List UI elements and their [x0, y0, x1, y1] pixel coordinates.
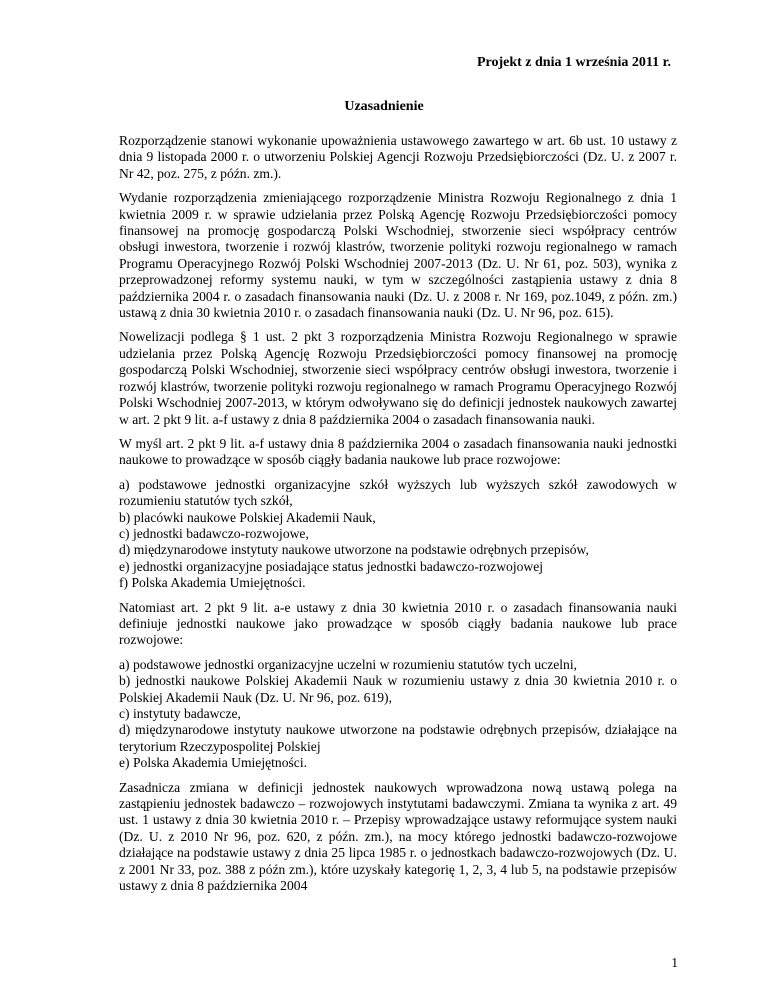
page-number: 1	[671, 955, 678, 970]
project-date-header: Projekt z dnia 1 września 2011 r.	[476, 55, 671, 70]
definition-list-2004	[119, 477, 677, 592]
list-item: d) międzynarodowe instytuty naukowe utworzone na podstawie odrębnych przepisów, działające na terytorium Rzeczypospolitej Polskiej	[119, 722, 677, 754]
paragraph: Nowelizacji podlega § 1 ust. 2 pkt 3 rozporządzenia Ministra Rozwoju Regionalnego w sprawie udzielania przez Polską Agencję Rozwoju Przedsiębiorczości pomocy finansowej na promocję gospodarczą Polski Wschodniej, stworzenie sieci współpracy centrów obsługi inwestora, tworzenie i rozwój klastrów, tworzenie polityki rozwoju regionalnego w ramach Programu Operacyjnego Rozwój Polski Wschodniej 2007-2013, w którym odwoływano się do definicji jednostek naukowych zawartej w art. 2 pkt 9 lit. a-f ustawy z dnia 8 października 2004 o zasadach finansowania nauki.	[119, 329, 677, 427]
paragraph: Zasadnicza zmiana w definicji jednostek naukowych wprowadzona nową ustawą polega na zastąpieniu jednostek badawczo – rozwojowych instytutami badawczymi. Zmiana ta wynika z art. 49 ust. 1 ustawy z dnia 30 kwietnia 2010 r. – Przepisy wprowadzające ustawy reformujące system nauki (Dz. U. z 2010 Nr 96, poz. 620, z późn. zm.), na mocy którego jednostki badawczo-rozwojowe działające na podstawie ustawy z dnia 25 lipca 1985 r. o jednostkach badawczo-rozwojowych (Dz. U. z 2001 Nr 33, poz. 388 z późn zm.), które uzyskały kategorię 1, 2, 3, 4 lub 5, na podstawie przepisów ustawy z dnia 8 października 2004	[119, 779, 677, 894]
list-item: d) międzynarodowe instytuty naukowe utworzone na podstawie odrębnych przepisów,	[119, 542, 589, 558]
paragraph: W myśl art. 2 pkt 9 lit. a-f ustawy dnia 8 października 2004 o zasadach finansowania nauki jednostki naukowe to prowadzące w sposób ciągły badania naukowe lub prace rozwojowe:	[119, 435, 677, 468]
paragraph: Wydanie rozporządzenia zmieniającego rozporządzenie Ministra Rozwoju Regionalnego z dnia 1 kwietnia 2009 r. w sprawie udzielania przez Polską Agencję Rozwoju Przedsiębiorczości pomocy finansowej na promocję gospodarczą Polski Wschodniej, stworzenie sieci współpracy centrów obsługi inwestora, tworzenie i rozwój klastrów, tworzenie polityki rozwoju regionalnego w ramach Programu Operacyjnego Rozwój Polski Wschodniej 2007-2013 (Dz. U. Nr 61, poz. 503), wynika z przeprowadzonej reformy systemu nauki, w tym w szczególności zastąpienia ustawy z dnia 8 października 2004 r. o zasadach finansowania nauki (Dz. U. z 2008 r. Nr 169, poz.1049, z późn. zm.) ustawą z dnia 30 kwietnia 2010 r. o zasadach finansowania nauki (Dz. U. Nr 96, poz. 615).	[119, 190, 677, 321]
list-item: e) Polska Akademia Umiejętności.	[119, 755, 308, 771]
list-item: a) podstawowe jednostki organizacyjne uczelni w rozumieniu statutów tych uczelni,	[119, 656, 578, 672]
list-item: c) jednostki badawczo-rozwojowe,	[119, 525, 309, 541]
paragraph: Rozporządzenie stanowi wykonanie upoważnienia ustawowego zawartego w art. 6b ust. 10 ustawy z dnia 9 listopada 2000 r. o utworzeniu Polskiej Agencji Rozwoju Przedsiębiorczości (Dz. U. z 2007 r. Nr 42, poz. 275, z późn. zm.).	[119, 133, 677, 181]
document-body	[119, 133, 677, 902]
list-item: f) Polska Akademia Umiejętności.	[119, 575, 306, 591]
definition-list-2010	[119, 657, 677, 772]
list-item: a) podstawowe jednostki organizacyjne szkół wyższych lub wyższych szkół zawodowych w rozumieniu statutów tych szkół,	[119, 476, 677, 509]
list-item: c) instytuty badawcze,	[119, 706, 241, 721]
document-title: Uzasadnienie	[344, 99, 424, 114]
list-item: e) jednostki organizacyjne posiadające status jednostki badawczo-rozwojowej	[119, 558, 544, 574]
paragraph: Natomiast art. 2 pkt 9 lit. a-e ustawy z dnia 30 kwietnia 2010 r. o zasadach finansowania nauki definiuje jednostki naukowe jako prowadzące w sposób ciągły badania naukowe lub prace rozwojowe:	[119, 599, 677, 648]
list-item: b) jednostki naukowe Polskiej Akademii Nauk w rozumieniu ustawy z dnia 30 kwietnia 2010 r. o Polskiej Akademii Nauk (Dz. U. Nr 96, poz. 619),	[119, 673, 677, 705]
list-item: b) placówki naukowe Polskiej Akademii Nauk,	[119, 509, 376, 525]
